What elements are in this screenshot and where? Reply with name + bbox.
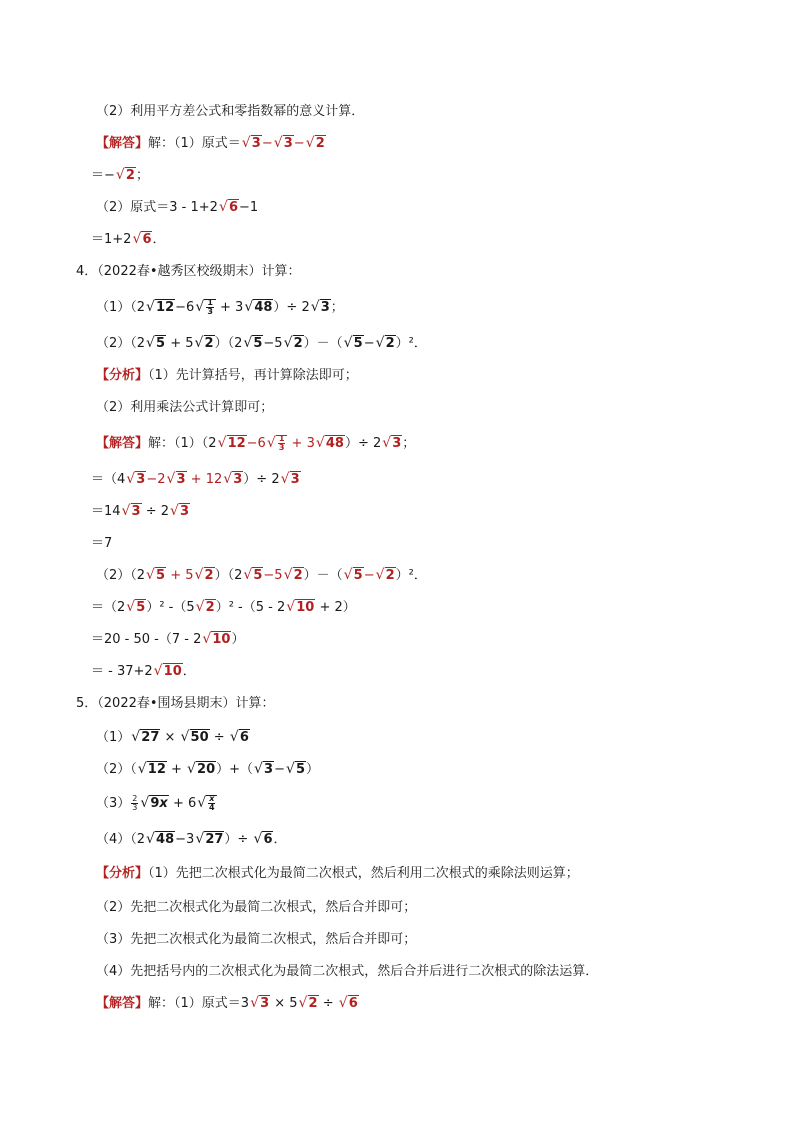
question-5-title: 5．（2022春•围场县期末）计算： [76,696,275,711]
analysis-tag: 【分析】 [96,368,149,383]
question-4-part-2: （2）（2√ 5 + 5√ 2）（2√ 5−5√ 2）－（√ 5−√ 2）²． [96,334,427,354]
text-line: 【解答】解：（1）（2√ 12−6 √ $\frac{1}{3}$ + 3√ 48）÷ 2√ 3； [96,434,415,454]
text-line: ＝（4√ 3−2√ 3 + 12√ 3）÷ 2√ 3 [91,470,301,490]
text-line: ＝20 - 50 -（7 - 2√ 10） [91,630,244,650]
question-5-part-3: （3） $\frac{2}{3}$ √ 9x + 6 √ $\frac{x}{4}$ [96,794,217,814]
text-line: （2）原式＝3 - 1+2√ 6−1 [96,198,258,218]
question-4-title: 4．（2022春•越秀区校级期末）计算： [76,264,301,279]
text-line: ＝ - 37+2√ 10． [91,662,196,682]
analysis-tag: 【分析】 [96,866,149,881]
text-line: （3）先把二次根式化为最简二次根式，然后合并即可； [96,932,417,947]
text-line: （2）利用平方差公式和零指数幂的意义计算． [96,104,365,119]
answer-tag: 【解答】 [96,136,149,151]
question-5-part-1: （1）√ 27 × √ 50 ÷ √ 6 [96,728,250,748]
text-line: 【分析】（1）先计算括号，再计算除法即可； [96,368,358,383]
text-line: （2）（2√ 5 + 5√ 2）（2√ 5−5√ 2）－（√ 5−√ 2）²． [96,566,427,586]
question-5-part-4: （4）（2√ 48−3√ 27）÷ √ 6． [96,830,287,850]
text-line: ＝−√ 2； [91,166,149,186]
answer-tag: 【解答】 [96,996,149,1011]
text-line: 【解答】解：（1）原式＝√ 3−√ 3−√ 2 [96,134,326,154]
text-line: ＝14√ 3 ÷ 2√ 3 [91,502,190,522]
text-line: （2）利用乘法公式计算即可； [96,400,274,415]
question-5-part-2: （2）（√ 12 + √ 20）+（√ 3−√ 5） [96,760,319,780]
text-line: ＝1+2√ 6． [91,230,166,250]
text-line: （2）先把二次根式化为最简二次根式，然后合并即可； [96,900,417,915]
text-line: （4）先把括号内的二次根式化为最简二次根式，然后合并后进行二次根式的除法运算． [96,964,599,979]
answer-tag: 【解答】 [96,436,149,451]
text-line: 【分析】（1）先把二次根式化为最简二次根式，然后利用二次根式的乘除法则运算； [96,866,579,881]
text-line: ＝（2√ 5）² -（5√ 2）² -（5 - 2√ 10 + 2） [91,598,356,618]
question-4-part-1: （1）（2√ 12−6 √ $\frac{1}{3}$ + 3√ 48）÷ 2√ 3； [96,298,344,318]
text-line: ＝7 [91,536,113,551]
text-line: 【解答】解：（1）原式＝3√ 3 × 5√ 2 ÷ √ 6 [96,994,359,1014]
